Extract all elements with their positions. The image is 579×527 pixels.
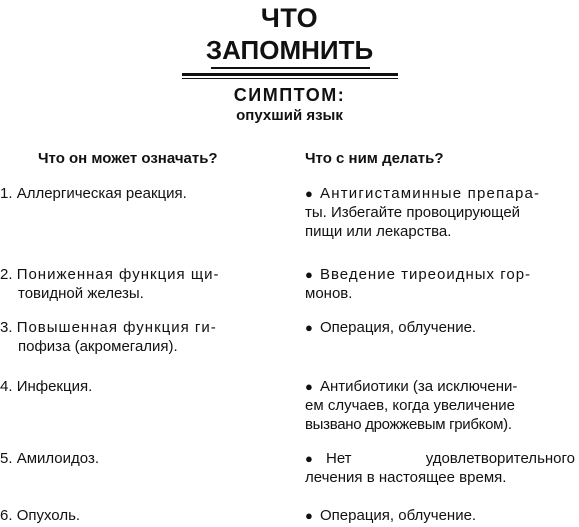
cause-text: Повышенная функция ги- xyxy=(16,319,217,336)
bullet-icon: ● xyxy=(305,379,313,394)
divider-thick-rule xyxy=(182,73,398,76)
cause-text: Опухоль. xyxy=(16,507,81,524)
cause-text: Амилоидоз. xyxy=(16,450,99,467)
row-number: 5. xyxy=(0,450,13,467)
action-cell xyxy=(305,449,575,487)
bullet-icon: ● xyxy=(305,451,313,466)
cause-cell xyxy=(0,506,262,525)
cause-cell xyxy=(0,449,262,468)
bullet-icon: ● xyxy=(305,320,313,335)
action-text: Операция, облучение. xyxy=(320,507,477,524)
bullet-icon: ● xyxy=(305,186,313,201)
row-number: 4. xyxy=(0,378,13,395)
cause-cell xyxy=(0,184,262,203)
action-cell xyxy=(305,377,575,434)
symptom-name: опухший язык xyxy=(236,107,343,124)
action-text: пищи или лекарства. xyxy=(305,223,452,240)
title-line-1: ЧТО xyxy=(260,3,319,33)
cause-cell xyxy=(0,377,262,396)
bullet-icon: ● xyxy=(305,508,313,523)
cause-text: пофиза (акромегалия). xyxy=(18,338,178,355)
cause-text: Пониженная функция щи- xyxy=(16,266,220,283)
cause-cell xyxy=(0,318,262,356)
action-text: ты. Избегайте провоцирующей xyxy=(305,204,521,221)
column-header-actions: Что с ним делать? xyxy=(305,150,444,167)
action-text: вызвано дрожжевым грибком). xyxy=(305,416,512,433)
cause-cell xyxy=(0,265,262,303)
cause-text: товидной железы. xyxy=(18,285,144,302)
title-underline xyxy=(211,67,370,69)
action-text: Антигистаминные препара- xyxy=(320,185,541,202)
bullet-icon: ● xyxy=(305,267,313,282)
action-cell xyxy=(305,318,575,337)
action-text: Антибиотики (за исключени- xyxy=(320,378,518,395)
action-text: Операция, облучение. xyxy=(320,319,477,336)
cause-text: Аллергическая реакция. xyxy=(16,185,187,202)
divider-thin-rule xyxy=(182,78,398,79)
cause-text: Инфекция. xyxy=(16,378,93,395)
row-number: 1. xyxy=(0,185,13,202)
action-cell xyxy=(305,265,575,303)
action-cell xyxy=(305,184,575,241)
action-text: ем случаев, когда увеличение xyxy=(305,397,515,414)
row-number: 3. xyxy=(0,319,13,336)
row-number: 2. xyxy=(0,266,13,283)
symptom-label: СИМПТОМ: xyxy=(233,85,346,105)
action-text: монов. xyxy=(305,285,353,302)
column-header-causes: Что он может означать? xyxy=(38,150,218,167)
action-text: Нет удовлетворительного xyxy=(326,450,575,467)
action-text: Введение тиреоидных гор- xyxy=(320,266,532,283)
title-line-2: ЗАПОМНИТЬ xyxy=(205,35,374,65)
action-text: лечения в настоящее время. xyxy=(305,469,507,486)
row-number: 6. xyxy=(0,507,13,524)
action-cell xyxy=(305,506,575,525)
